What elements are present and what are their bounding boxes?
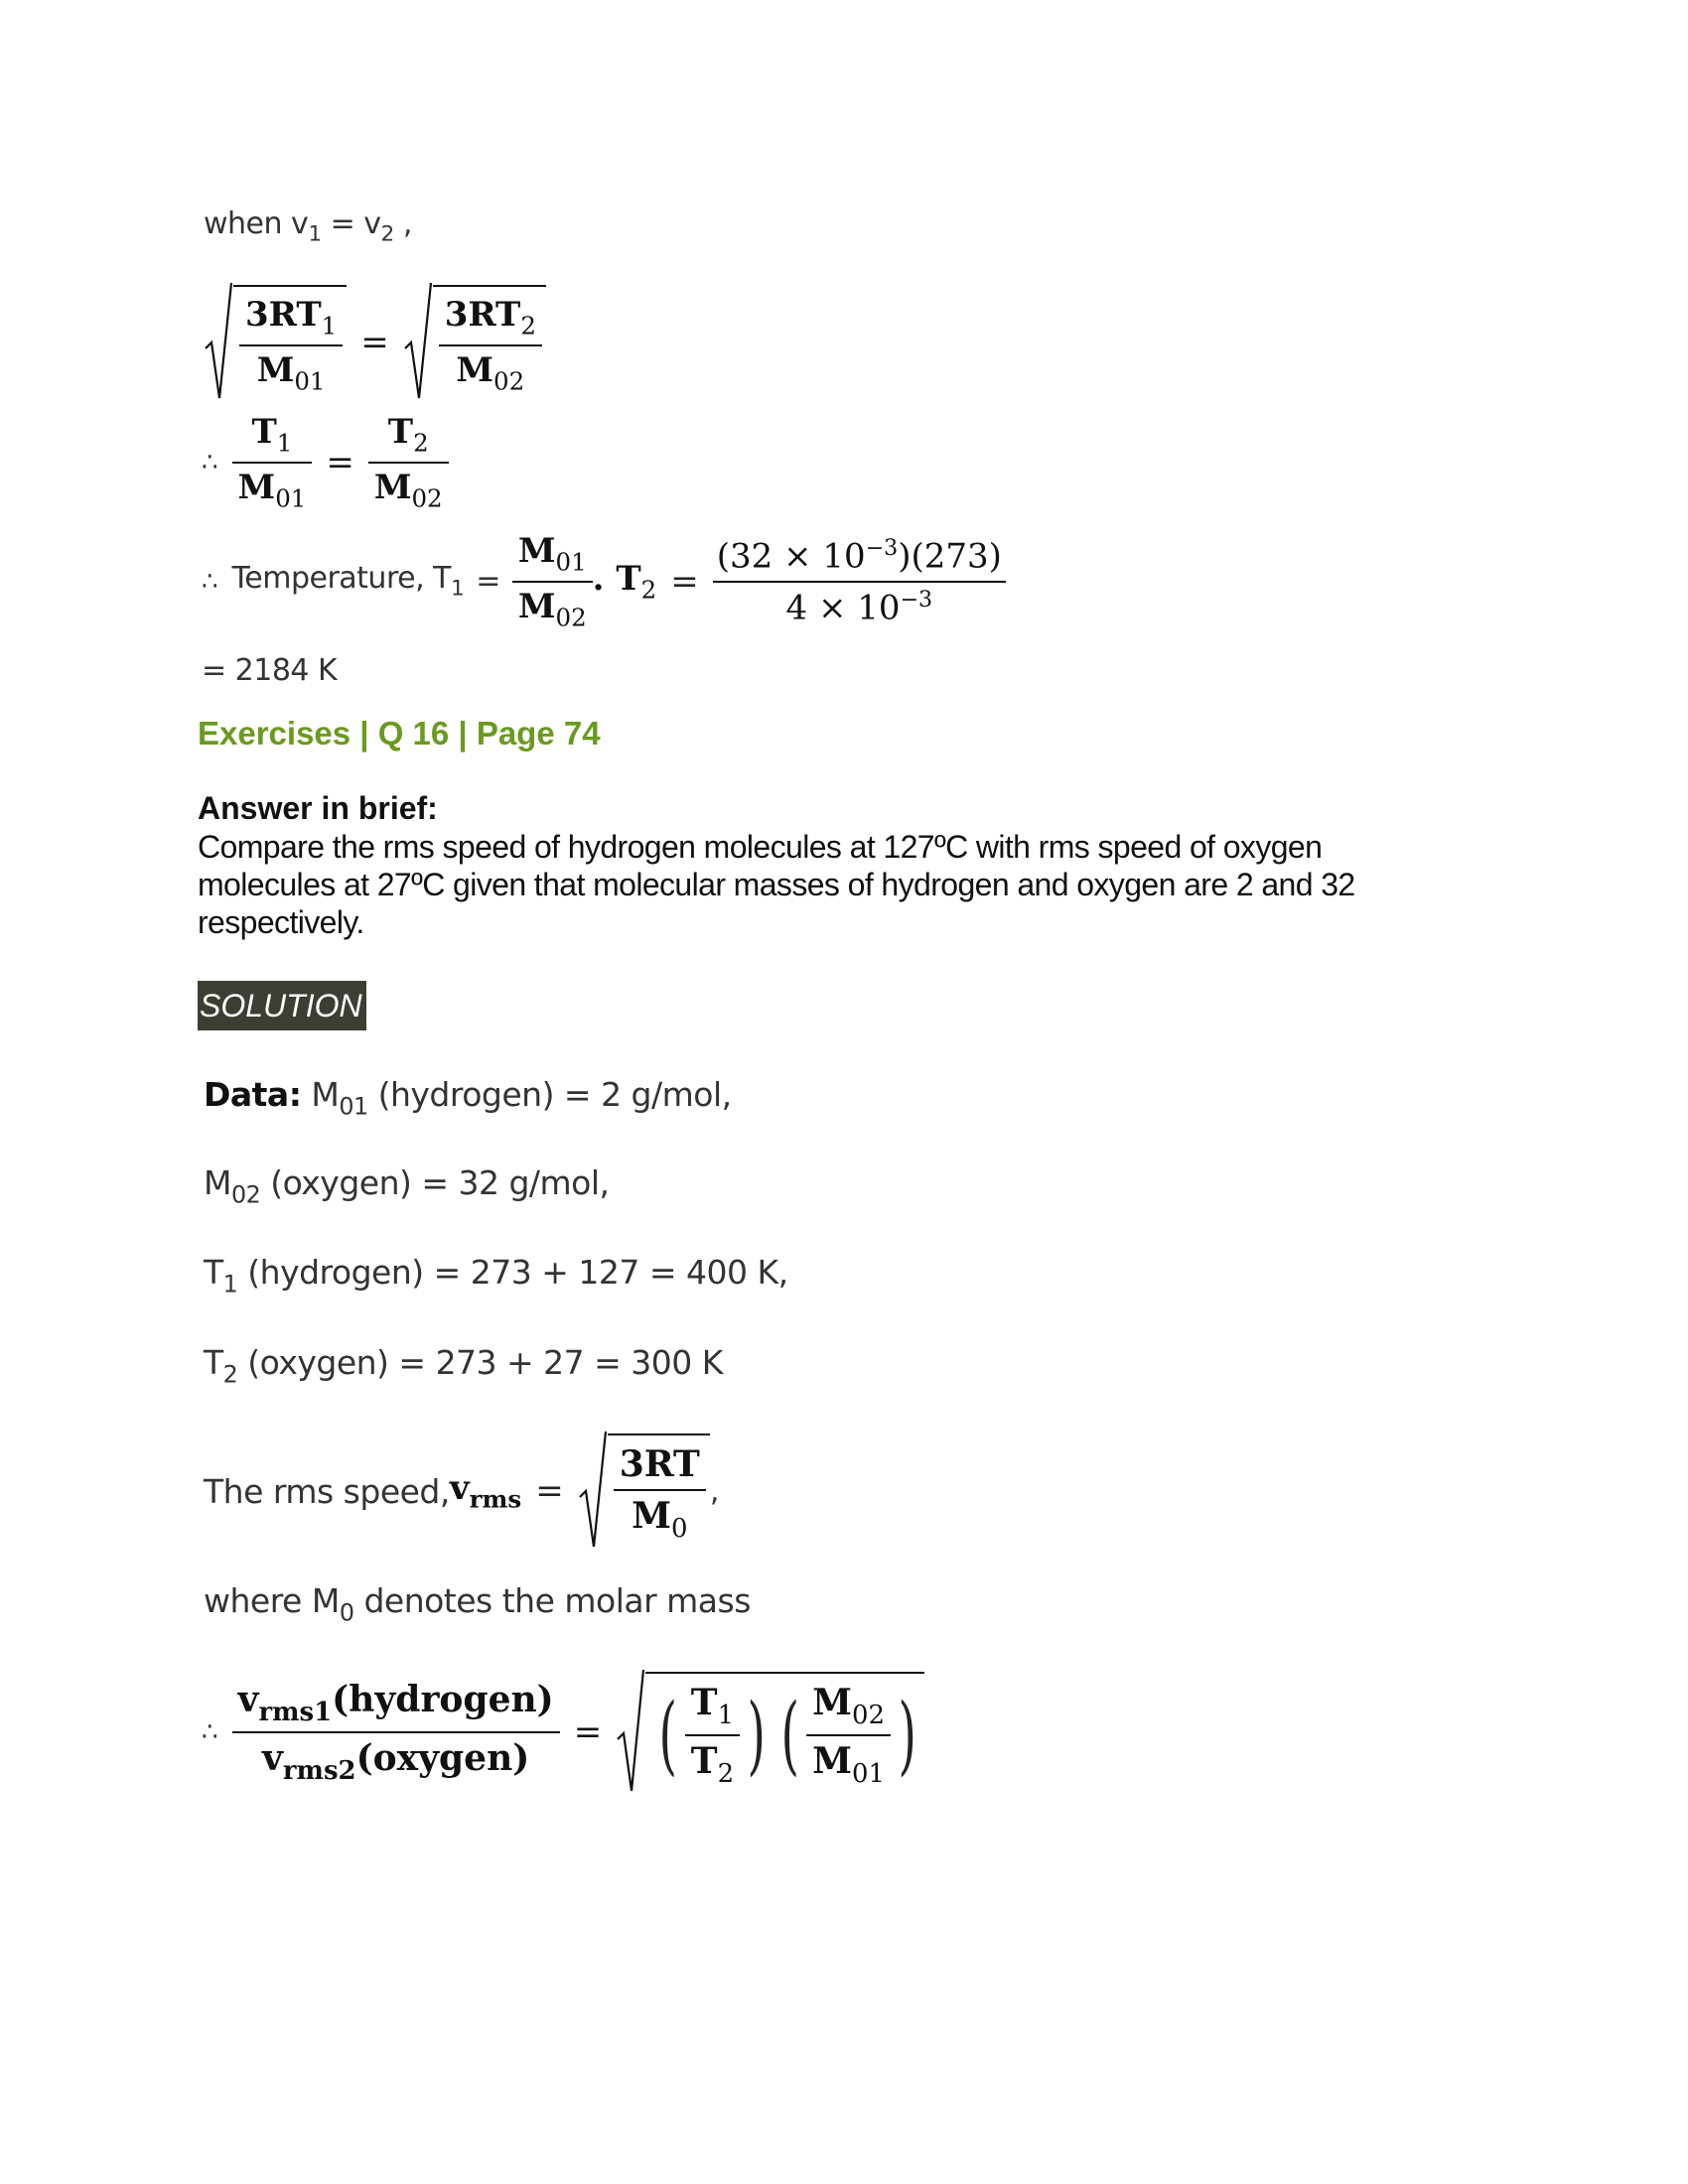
fraction <box>232 412 313 512</box>
fraction <box>232 1679 560 1786</box>
fraction <box>806 1682 891 1789</box>
subscript: 01 <box>339 1092 368 1121</box>
subscript: rms2 <box>282 1756 356 1787</box>
subscript: 02 <box>493 366 525 396</box>
subscript: 2 <box>380 221 394 247</box>
text: T <box>690 1681 718 1723</box>
text: v <box>449 1468 470 1509</box>
text: v <box>237 1678 259 1720</box>
text-line: molecules at 27ºC given that molecular masses of hydrogen and oxygen are 2 and 32 <box>198 867 1355 902</box>
fraction <box>439 295 542 395</box>
fraction <box>614 1443 706 1544</box>
subscript: 2 <box>413 428 429 458</box>
solution-label: SOLUTION <box>198 981 366 1030</box>
therefore-symbol: ∴ <box>202 447 218 478</box>
subscript: rms <box>469 1484 522 1514</box>
subscript: 1 <box>276 428 293 458</box>
text: M <box>517 531 556 571</box>
subscript: 0 <box>670 1514 688 1545</box>
subscript: 02 <box>555 603 587 632</box>
fraction <box>368 412 449 512</box>
equals-sign: = <box>360 323 389 362</box>
equals-sign: = <box>670 561 699 602</box>
sqrt-right <box>403 281 546 404</box>
subscript: 1 <box>222 1270 238 1298</box>
radical-icon <box>204 281 233 404</box>
text: (hydrogen) = 2 g/mol, <box>367 1075 732 1114</box>
subscript: 1 <box>717 1701 735 1730</box>
text: M <box>301 1075 340 1114</box>
subscript: 01 <box>555 547 587 577</box>
text: 3RT <box>444 295 521 336</box>
therefore-symbol: ∴ <box>202 1717 218 1747</box>
radical-icon <box>403 281 433 404</box>
therefore-symbol: ∴ <box>202 566 218 597</box>
text-line: Compare the rms speed of hydrogen molecules at 127ºC with rms speed of oxygen <box>198 829 1323 865</box>
data-line-3 <box>204 1253 788 1297</box>
text: M <box>204 1163 231 1202</box>
text: (32 × 10 <box>716 536 866 577</box>
rms-ratio-equation <box>202 1668 924 1797</box>
equation-rms-equal <box>204 281 546 404</box>
fraction <box>512 531 593 631</box>
text: T <box>204 1343 223 1382</box>
text: , <box>393 206 412 241</box>
text: denotes the molar mass <box>353 1581 751 1620</box>
text: M <box>237 467 276 507</box>
text: T <box>690 1740 718 1782</box>
equation-temp-mass-ratio <box>202 412 449 512</box>
text: M <box>812 1740 853 1782</box>
equals-sign: = <box>476 564 500 600</box>
fraction <box>713 535 1006 627</box>
equals-sign: = <box>535 1471 564 1511</box>
text: T <box>387 412 414 452</box>
subscript: 1 <box>308 221 322 247</box>
when-condition-line <box>204 206 412 247</box>
equals-sign: = <box>573 1712 603 1752</box>
question-text <box>198 828 1508 941</box>
text: T <box>204 1253 223 1292</box>
text: The rms speed, <box>204 1471 450 1511</box>
result-value: = 2184 K <box>202 653 338 688</box>
subscript: rms1 <box>258 1698 333 1727</box>
text: 4 × 10 <box>785 587 901 627</box>
text: (hydrogen) = 273 + 127 = 400 K, <box>237 1253 788 1292</box>
radical-icon <box>616 1668 645 1797</box>
text: Temperature, T <box>231 561 451 597</box>
subscript: 01 <box>294 366 326 396</box>
data-line-2 <box>204 1163 610 1208</box>
text: M <box>256 350 295 390</box>
molar-mass-note <box>204 1581 751 1626</box>
subscript: 2 <box>520 312 536 341</box>
right-paren: ) <box>898 1686 917 1785</box>
fraction <box>685 1682 740 1789</box>
text: )(273) <box>898 536 1002 577</box>
sqrt <box>616 1668 923 1797</box>
text: (hydrogen) <box>332 1678 554 1720</box>
left-paren: ( <box>658 1686 678 1785</box>
subscript: 1 <box>321 312 338 341</box>
subscript: 02 <box>852 1701 885 1730</box>
subscript: 01 <box>275 483 307 513</box>
text: when v <box>204 206 309 241</box>
question-heading: Exercises | Q 16 | Page 74 <box>198 715 601 751</box>
text: M <box>812 1681 853 1723</box>
text: T <box>251 412 277 452</box>
subscript: 1 <box>450 576 465 602</box>
equation-temperature <box>202 531 1006 631</box>
text: (oxygen) = 32 g/mol, <box>260 1163 610 1202</box>
text: where M <box>204 1581 340 1620</box>
text: . T <box>592 558 641 599</box>
subscript: 2 <box>717 1759 735 1790</box>
text-line: respectively. <box>198 904 364 940</box>
text: 3RT <box>245 295 322 336</box>
subscript: 01 <box>852 1759 885 1790</box>
text: (oxygen) <box>355 1737 530 1779</box>
radical-icon <box>578 1430 608 1553</box>
text: (oxygen) = 273 + 27 = 300 K <box>237 1343 723 1382</box>
data-label: Data: <box>204 1075 302 1114</box>
subscript: 2 <box>222 1360 238 1389</box>
right-paren: ) <box>747 1686 767 1785</box>
equals-sign: = <box>326 442 354 482</box>
exponent: −3 <box>900 586 933 613</box>
text: M <box>373 467 412 507</box>
text: 3RT <box>619 1443 700 1486</box>
rms-speed-formula <box>204 1430 719 1553</box>
data-line-1 <box>204 1075 732 1120</box>
subscript: 02 <box>411 483 443 513</box>
subscript: 0 <box>339 1598 354 1627</box>
sqrt-left <box>204 281 347 404</box>
text: M <box>517 586 556 626</box>
left-paren: ( <box>780 1686 799 1785</box>
exponent: −3 <box>865 535 899 562</box>
text: M <box>456 350 494 390</box>
data-line-4 <box>204 1343 723 1388</box>
text: = v <box>321 206 381 241</box>
subscript: 02 <box>230 1180 261 1209</box>
question-type-label: Answer in brief: <box>198 790 438 826</box>
text: , <box>709 1473 719 1509</box>
sqrt <box>578 1430 710 1553</box>
text: v <box>261 1737 283 1779</box>
text: M <box>632 1495 671 1538</box>
fraction <box>239 295 343 395</box>
subscript: 2 <box>640 575 657 605</box>
